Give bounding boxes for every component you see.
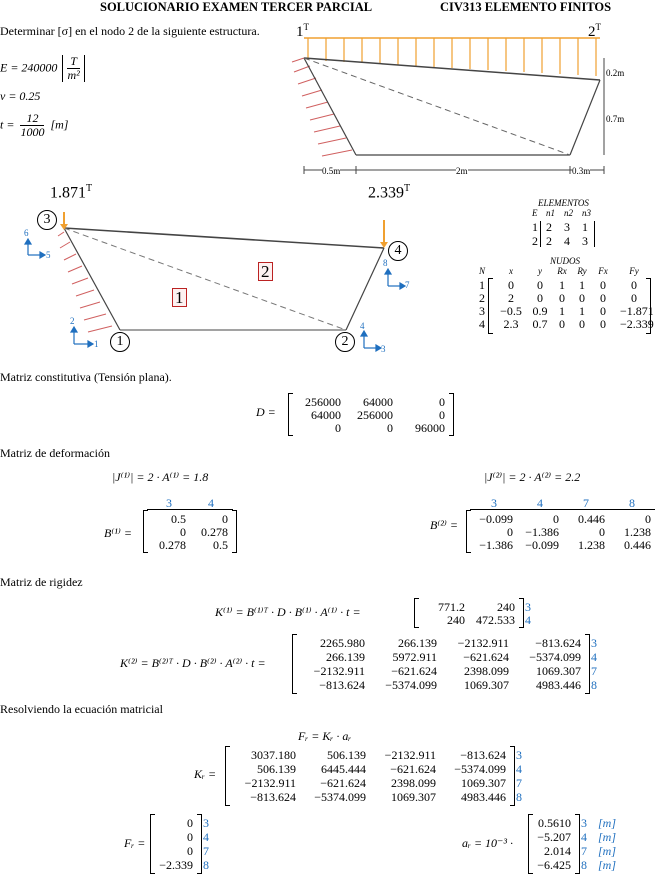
matrix-col-dof: 4 (537, 496, 543, 510)
nudos-cell: 2 (479, 291, 485, 305)
matrix-cell: 0 (387, 421, 393, 435)
matrix-col-dof: 3 (491, 496, 497, 510)
matrix-cell: 1069.307 (461, 776, 506, 790)
matrix-row-dof: 3 (525, 600, 531, 614)
section-constitutiva: Matriz constitutiva (Tensión plana). (0, 370, 172, 384)
K2-matrix (292, 634, 597, 694)
nudos-table (474, 266, 654, 336)
matrix-cell: 0 (599, 525, 605, 539)
unit-label: [m] (598, 844, 617, 858)
load-node3: $1.871^T$ (50, 183, 93, 202)
node-3: 3 (37, 210, 57, 230)
matrix-row-dof: 3 (581, 816, 587, 830)
dim-0-7: 0.7m (606, 114, 625, 124)
matrix-cell: −5.207 (537, 830, 571, 844)
matrix-cell: 0.5 (171, 512, 186, 526)
element-2-label: 2 (258, 262, 273, 281)
dof-7: 7 (405, 280, 410, 290)
nudos-cell: 0 (600, 304, 606, 318)
matrix-cell: 3037.180 (251, 748, 296, 762)
ar-vector (528, 814, 617, 874)
nudos-cell: 1 (479, 278, 485, 292)
unit-label: [m] (598, 858, 617, 872)
nudos-cell: 0 (631, 291, 637, 305)
nudos-header: Ry (577, 266, 587, 276)
nudos-title: NUDOS (550, 256, 581, 266)
dim-0-3: 0.3m (572, 166, 591, 176)
matrix-row-dof: 4 (591, 650, 597, 664)
matrix-col-dof: 8 (629, 496, 635, 510)
header-right-title: CIV313 ELEMENTO FINITOS (440, 0, 612, 14)
elementos-title: ELEMENTOS (538, 198, 589, 208)
matrix-cell: −621.624 (463, 650, 509, 664)
matrix-cell: −621.624 (390, 762, 436, 776)
matrix-col-dof: 4 (208, 496, 214, 510)
matrix-cell: −1.386 (525, 525, 559, 539)
matrix-row-dof: 7 (516, 776, 522, 790)
section-rigidez: Matriz de rigidez (0, 575, 83, 589)
nudos-header: Fy (629, 266, 639, 276)
matrix-row-dof: 8 (516, 790, 522, 804)
matrix-row-dof: 8 (591, 678, 597, 692)
matrix-cell: 1069.307 (464, 678, 509, 692)
nudos-cell: 0 (508, 278, 514, 292)
matrix-cell: 0 (222, 512, 228, 526)
matrix-cell: −5374.099 (529, 650, 581, 664)
dim-2: 2m (456, 166, 468, 176)
K1-label: K⁽¹⁾ = B⁽¹⁾ᵀ · D · B⁽¹⁾ · A⁽¹⁾ · t = (215, 605, 361, 619)
matrix-cell: 0 (507, 525, 513, 539)
matrix-cell: −6.425 (537, 858, 571, 872)
unit-label: [m] (598, 816, 617, 830)
nudos-cell: −1.871 (620, 304, 654, 318)
nudos-cell: 0 (579, 291, 585, 305)
matrix-cell: 240 (497, 600, 515, 614)
Kr-label: Kᵣ = (194, 767, 217, 781)
matrix-cell: 1.238 (624, 525, 651, 539)
elementos-table: E n1 n2 n3 1 2 3 1 2 2 4 3 (530, 208, 600, 250)
B1-label: B⁽¹⁾ = (104, 526, 132, 540)
ar-label: aᵣ = 10⁻³ · (462, 836, 513, 850)
load-right-label: $2^T$ (588, 22, 601, 40)
matrix-row-dof: 4 (525, 613, 531, 627)
nudos-cell: 0.9 (532, 304, 548, 318)
unit-label: [m] (598, 830, 617, 844)
matrix-row-dof: 8 (203, 858, 209, 872)
matrix-cell: 0.278 (201, 525, 228, 539)
matrix-cell: 472.533 (476, 613, 515, 627)
nudos-cell: 1 (559, 278, 565, 292)
matrix-cell: −813.624 (319, 678, 365, 692)
matrix-cell: 0.5 (213, 538, 228, 552)
dim-0-2: 0.2m (606, 68, 625, 78)
matrix-cell: 0 (439, 395, 445, 409)
elem-row-1: 1 (532, 220, 538, 234)
matrix-cell: −0.099 (479, 512, 513, 526)
nudos-cell: 0 (631, 278, 637, 292)
problem-statement: Determinar [σ] en el nodo 2 de la siguiente estructura. (0, 24, 260, 38)
B2-matrix (466, 496, 655, 552)
matrix-cell: 0 (439, 408, 445, 422)
matrix-cell: −5374.099 (314, 790, 366, 804)
nudos-cell: 0 (600, 317, 606, 331)
load-left-label: $1^T$ (296, 22, 309, 40)
matrix-cell: 4983.446 (536, 678, 581, 692)
matrix-row-dof: 4 (516, 762, 522, 776)
matrix-cell: 1069.307 (391, 790, 436, 804)
node-1: 1 (110, 332, 130, 352)
matrix-cell: 0 (180, 525, 186, 539)
J1-eq: |J⁽¹⁾| = 2 · A⁽¹⁾ = 1.8 (112, 470, 209, 484)
matrix-cell: 1069.307 (536, 664, 581, 678)
matrix-cell: 0 (645, 512, 651, 526)
nudos-header: Fx (598, 266, 608, 276)
dof-8: 8 (383, 258, 388, 268)
nudos-header: y (538, 266, 542, 276)
load-node4: $2.339^T$ (368, 183, 411, 202)
Fr-label: Fᵣ = (124, 836, 146, 850)
header-left-title: SOLUCIONARIO EXAMEN TERCER PARCIAL (100, 0, 373, 14)
nudos-cell: 2 (508, 291, 514, 305)
dof-1: 1 (94, 339, 99, 349)
matrix-cell: 0 (187, 816, 193, 830)
main-equation: Fᵣ = Kᵣ · aᵣ (298, 729, 352, 743)
dof-4: 4 (360, 321, 365, 331)
matrix-cell: −5374.099 (454, 762, 506, 776)
matrix-row-dof: 3 (203, 816, 209, 830)
nudos-header: x (509, 266, 513, 276)
nudos-cell: 0 (537, 291, 543, 305)
nudos-cell: 2.3 (503, 317, 519, 331)
matrix-row-dof: 8 (581, 858, 587, 872)
nudos-cell: 1 (579, 304, 585, 318)
matrix-row-dof: 3 (591, 636, 597, 650)
matrix-cell: 5972.911 (392, 650, 437, 664)
elastic-modulus: E = 240000 $\frac{T}{\text{m²}}$ (0, 55, 85, 82)
nudos-cell: 0 (537, 278, 543, 292)
K1-matrix (414, 598, 531, 628)
matrix-row-dof: 7 (203, 844, 209, 858)
section-deformacion: Matriz de deformación (0, 446, 110, 460)
matrix-cell: 6445.444 (321, 762, 366, 776)
nudos-cell: −2.339 (620, 317, 654, 331)
matrix-cell: 0 (187, 830, 193, 844)
matrix-cell: 64000 (311, 408, 341, 422)
matrix-cell: 266.139 (398, 636, 437, 650)
nudos-cell: 0 (559, 291, 565, 305)
matrix-cell: −2132.911 (244, 776, 296, 790)
matrix-cell: 256000 (305, 395, 341, 409)
matrix-cell: 4983.446 (461, 790, 506, 804)
matrix-cell: 0.446 (624, 538, 651, 552)
matrix-cell: 0.5610 (538, 816, 571, 830)
matrix-cell: 2.014 (544, 844, 571, 858)
matrix-col-dof: 3 (166, 496, 172, 510)
matrix-cell: −621.624 (320, 776, 366, 790)
matrix-cell: 0.446 (578, 512, 605, 526)
matrix-cell: 506.139 (257, 762, 296, 776)
dof-3: 3 (381, 344, 386, 354)
matrix-cell: 256000 (357, 408, 393, 422)
matrix-row-dof: 7 (591, 664, 597, 678)
matrix-cell: 0 (335, 421, 341, 435)
D-matrix (288, 393, 454, 436)
dof-6: 6 (24, 228, 29, 238)
matrix-cell: 2398.099 (391, 776, 436, 790)
node-4: 4 (388, 241, 408, 261)
section-resolviendo: Resolviendo la ecuación matricial (0, 702, 163, 716)
B2-label: B⁽²⁾ = (430, 518, 458, 532)
nudos-cell: 0 (559, 317, 565, 331)
matrix-row-dof: 7 (581, 844, 587, 858)
matrix-row-dof: 4 (581, 830, 587, 844)
nudos-cell: 1 (579, 278, 585, 292)
nudos-header: Rx (557, 266, 567, 276)
nudos-cell: 0 (579, 317, 585, 331)
elem-row-2: 2 (532, 234, 538, 248)
Kr-matrix (225, 746, 522, 806)
matrix-cell: 96000 (415, 421, 445, 435)
nudos-cell: 4 (479, 317, 485, 331)
matrix-row-dof: 4 (203, 830, 209, 844)
matrix-cell: −2132.911 (457, 636, 509, 650)
J2-eq: |J⁽²⁾| = 2 · A⁽²⁾ = 2.2 (484, 470, 581, 484)
dof-2: 2 (70, 316, 75, 326)
matrix-col-dof: 7 (583, 496, 589, 510)
nudos-cell: 0 (600, 291, 606, 305)
nudos-cell: 1 (559, 304, 565, 318)
matrix-cell: −2132.911 (313, 664, 365, 678)
matrix-cell: 0.278 (159, 538, 186, 552)
matrix-cell: −0.099 (525, 538, 559, 552)
nudos-cell: 3 (479, 304, 485, 318)
matrix-cell: 1.238 (578, 538, 605, 552)
matrix-cell: 771.2 (438, 600, 465, 614)
matrix-cell: −621.624 (391, 664, 437, 678)
matrix-row-dof: 3 (516, 748, 522, 762)
B1-matrix (143, 496, 237, 552)
D-label: D = (256, 405, 276, 419)
matrix-cell: −1.386 (479, 538, 513, 552)
matrix-cell: −813.624 (460, 748, 506, 762)
nudos-cell: −0.5 (500, 304, 522, 318)
matrix-cell: −5374.099 (385, 678, 437, 692)
matrix-cell: −2132.911 (384, 748, 436, 762)
Fr-vector (150, 814, 209, 874)
element-1-label: 1 (172, 288, 187, 307)
dof-5: 5 (46, 250, 51, 260)
node-2: 2 (335, 332, 355, 352)
matrix-cell: −813.624 (250, 790, 296, 804)
matrix-cell: 240 (447, 613, 465, 627)
matrix-cell: 0 (187, 844, 193, 858)
nudos-cell: 0.7 (532, 317, 548, 331)
matrix-cell: 2265.980 (320, 636, 365, 650)
nudos-header: N (478, 266, 485, 276)
matrix-cell: 2398.099 (464, 664, 509, 678)
matrix-cell: 506.139 (327, 748, 366, 762)
thickness: t = $\frac{12}{1000}$ [m] (0, 111, 69, 139)
matrix-cell: 64000 (363, 395, 393, 409)
matrix-cell: 0 (553, 512, 559, 526)
K2-label: K⁽²⁾ = B⁽²⁾ᵀ · D · B⁽²⁾ · A⁽²⁾ · t = (120, 656, 266, 670)
nudos-cell: 0 (600, 278, 606, 292)
matrix-cell: 266.139 (326, 650, 365, 664)
matrix-cell: −2.339 (159, 858, 193, 872)
dim-0-5: 0.5m (322, 166, 341, 176)
poisson-ratio: ν = 0.25 (0, 89, 41, 103)
matrix-cell: −813.624 (535, 636, 581, 650)
